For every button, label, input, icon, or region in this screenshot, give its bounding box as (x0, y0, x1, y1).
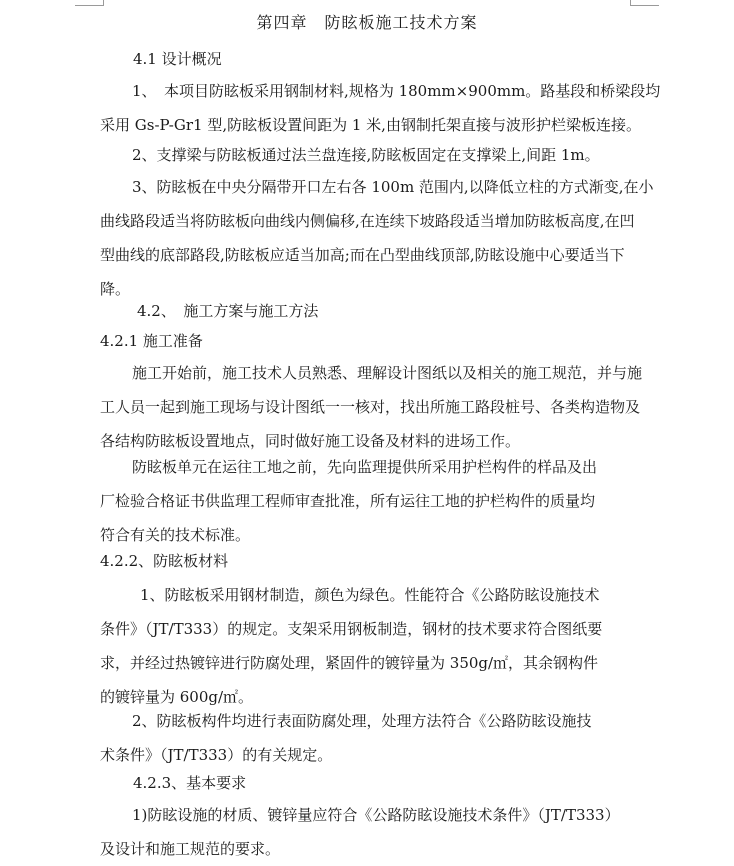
text-line: 厂检验合格证书供监理工程师审查批准，所有运往工地的护栏构件的质量均 (100, 492, 596, 510)
text-line: 2、防眩板构件均进行表面防腐处理，处理方法符合《公路防眩设施技 (132, 712, 592, 730)
section-heading-4-1: 4.1 设计概况 (133, 50, 222, 68)
paragraph-materials-item-2 (100, 704, 678, 772)
paragraph-sample-approval (100, 450, 678, 552)
text-line: 降。 (100, 280, 131, 298)
section-heading-4-2: 4.2、 施工方案与施工方法 (137, 302, 319, 320)
text-line: 施工开始前，施工技术人员熟悉、理解设计图纸以及相关的施工规范，并与施 (132, 364, 643, 382)
text-line: 防眩板单元在运往工地之前，先向监理提供所采用护栏构件的样品及出 (132, 458, 598, 476)
text-line: 条件》（JT/T333）的规定。支架采用钢板制造，钢材的技术要求符合图纸要 (100, 620, 603, 638)
text-line: 采用 Gs-P-Gr1 型,防眩板设置间距为 1 米,由钢制托架直接与波形护栏梁板连接。 (100, 116, 641, 134)
chapter-title: 第四章 防眩板施工技术方案 (256, 13, 478, 32)
paragraph-construction-prep (100, 356, 678, 458)
section-heading-4-2-2: 4.2.2、防眩板材料 (100, 552, 229, 570)
paragraph-4-1-item-3 (100, 170, 678, 306)
paragraph-basic-requirements (100, 798, 678, 866)
text-line: 各结构防眩板设置地点，同时做好施工设备及材料的进场工作。 (100, 432, 521, 450)
paragraph-materials-item-1 (100, 578, 678, 714)
text-line: 及设计和施工规范的要求。 (100, 840, 281, 858)
text-line: 1、防眩板采用钢材制造，颜色为绿色。性能符合《公路防眩设施技术 (140, 586, 600, 604)
text-line: 曲线路段适当将防眩板向曲线内侧偏移,在连续下坡路段适当增加防眩板高度,在凹 (100, 212, 635, 230)
text-line: 1、 本项目防眩板采用钢制材料,规格为 180mm×900mm。路基段和桥梁段均 (132, 82, 661, 100)
text-line: 的镀锌量为 600g/㎡。 (100, 688, 254, 706)
text-line: 3、防眩板在中央分隔带开口左右各 100m 范围内,以降低立柱的方式渐变,在小 (132, 178, 654, 196)
paragraph-4-1-item-1 (100, 74, 678, 142)
section-heading-4-2-1: 4.2.1 施工准备 (100, 332, 203, 350)
text-line: 符合有关的技术标准。 (100, 526, 251, 544)
text-line: 2、支撑梁与防眩板通过法兰盘连接,防眩板固定在支撑梁上,间距 1m。 (132, 146, 600, 164)
text-line: 型曲线的底部路段,防眩板应适当加高;而在凸型曲线顶部,防眩设施中心要适当下 (100, 246, 625, 264)
text-line: 1)防眩设施的材质、镀锌量应符合《公路防眩设施技术条件》（JT/T333） (132, 806, 620, 824)
paragraph-4-1-item-2 (100, 138, 678, 172)
text-line: 求，并经过热镀锌进行防腐处理，紧固件的镀锌量为 350g/㎡，其余钢构件 (100, 654, 599, 672)
text-line: 工人员一起到施工现场与设计图纸一一核对，找出所施工路段桩号、各类构造物及 (100, 398, 641, 416)
text-line: 术条件》（JT/T333）的有关规定。 (100, 746, 333, 764)
section-heading-4-2-3: 4.2.3、基本要求 (133, 774, 247, 792)
